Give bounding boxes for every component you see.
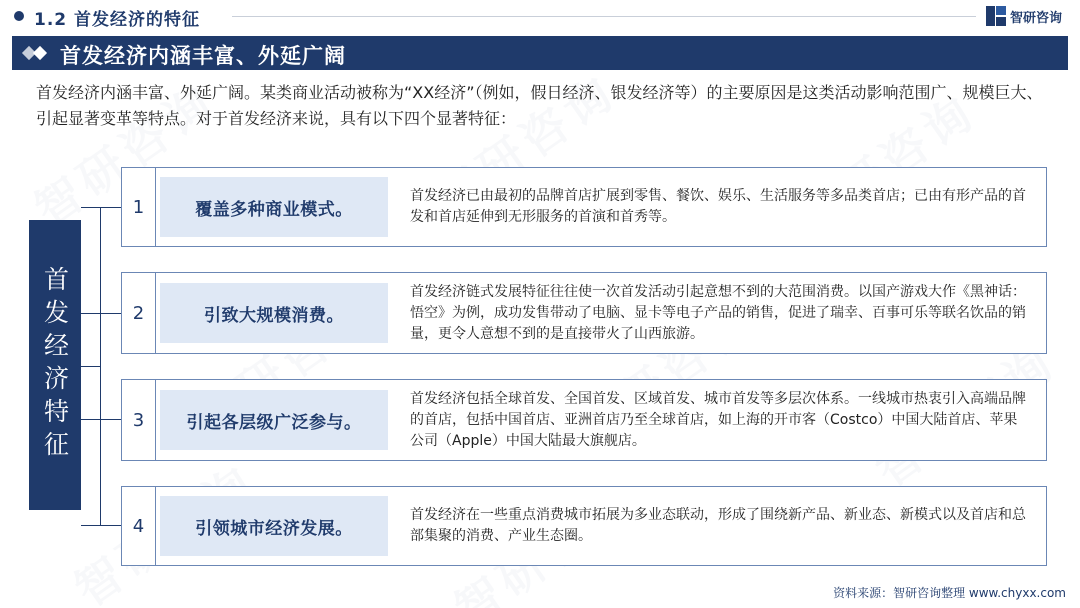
section-title: 1.2 首发经济的特征 [34,10,201,30]
connector-branch [81,207,122,208]
double-diamond-icon [24,46,48,60]
connector-branch [81,419,122,420]
side-label-box [29,220,81,510]
feature-number: 4 [122,487,156,565]
logo-text: 智研咨询 [1010,10,1063,26]
feature-number: 3 [122,380,156,460]
brand-logo [986,6,1062,26]
feature-title: 引起各层级广泛参与。 [160,390,388,450]
feature-description: 首发经济包括全球首发、全国首发、区域首发、城市首发等多层次体系。一线城市热衷引入高端品牌的首店，包括中国首店、亚洲首店乃至全球首店，如上海的开市客（Costco）中国大陆首店、苹果公司（Apple）中国大陆最大旗舰店。 [410,390,1026,449]
feature-row [121,272,1047,354]
feature-row [121,486,1047,566]
feature-row [121,167,1047,247]
feature-title: 引领城市经济发展。 [160,496,388,556]
connector-branch [81,313,122,314]
feature-number: 1 [122,168,156,246]
connector-branch [81,525,122,526]
side-label: 首发经济特征 [40,266,70,464]
feature-description: 首发经济在一些重点消费城市拓展为多业态联动，形成了围绕新产品、新业态、新模式以及首店和总部集聚的消费、产业生态圈。 [410,507,1026,544]
title-banner [12,36,1068,70]
page-title: 首发经济内涵丰富、外延广阔 [60,44,346,68]
feature-description: 首发经济链式发展特征往往使一次首发活动引起意想不到的大范围消费。以国产游戏大作《黑神话：悟空》为例，成功发售带动了电脑、显卡等电子产品的销售，促进了瑞幸、百事可乐等联名饮品的销量，更令人意想不到的是直接带火了山西旅游。 [410,283,1026,342]
feature-description: 首发经济已由最初的品牌首店扩展到零售、餐饮、娱乐、生活服务等多品类首店；已由有形产品的首发和首店延伸到无形服务的首演和首秀等。 [410,188,1026,225]
feature-row [121,379,1047,461]
top-bar [0,0,1080,34]
feature-title: 引致大规模消费。 [160,283,388,343]
connector-stem [81,366,101,367]
section-bullet-icon [14,11,24,21]
feature-number: 2 [122,273,156,353]
logo-icon [986,6,1006,26]
source-note: 资料来源：智研咨询整理 www.chyxx.com [833,586,1066,600]
header-divider [232,16,976,17]
intro-paragraph: 首发经济内涵丰富、外延广阔。某类商业活动被称为“XX经济”（例如，假日经济、银发经济等）的主要原因是这类活动影响范围广、规模巨大、引起显著变革等特点。对于首发经济来说，具有以下四个显著特征： [36,83,1043,128]
feature-title: 覆盖多种商业模式。 [160,177,388,237]
